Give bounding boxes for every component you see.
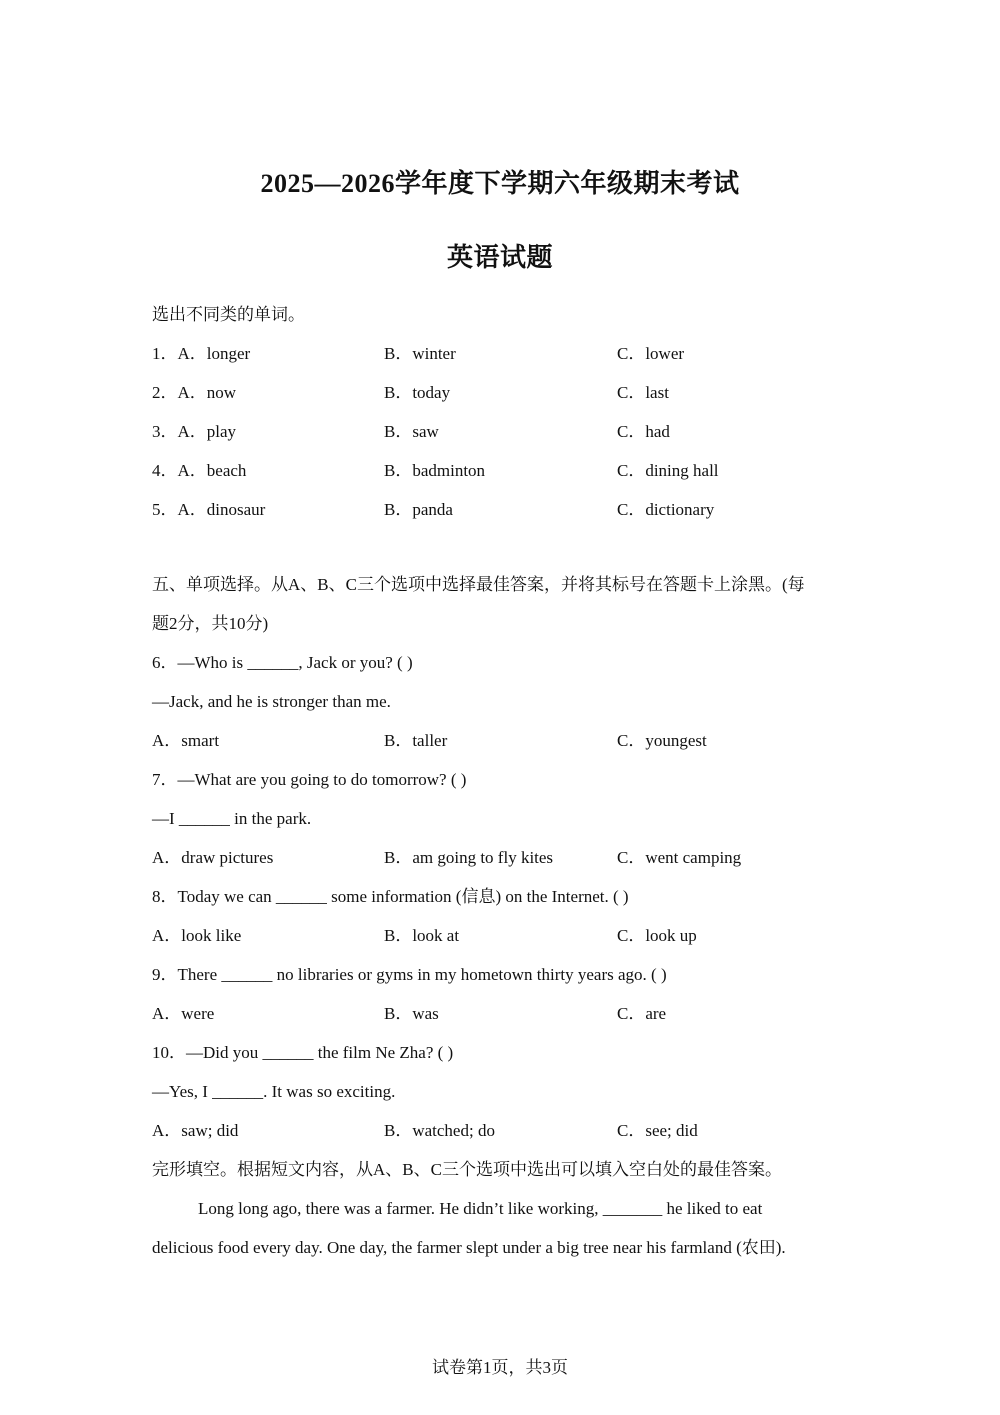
option-c: C．had	[617, 422, 670, 441]
question-6-dialog: —Jack, and he is stronger than me.	[152, 692, 391, 711]
option-c: C．are	[617, 1004, 667, 1023]
option-a: 2．A．now	[152, 383, 237, 402]
option-b: B．saw	[384, 422, 439, 441]
option-b: B．panda	[384, 500, 453, 519]
option-a: 3．A．play	[152, 422, 237, 441]
option-c: C．lower	[617, 344, 685, 363]
option-b: B．taller	[384, 731, 448, 750]
question-6-stem: 6．—Who is ______, Jack or you? ( )	[152, 653, 413, 672]
option-a: 5．A．dinosaur	[152, 500, 266, 519]
question-10-dialog: —Yes, I ______. It was so exciting.	[152, 1082, 396, 1101]
option-a: A．look like	[152, 926, 242, 945]
exam-subtitle: 英语试题	[446, 243, 553, 272]
question-10-stem: 10．—Did you ______ the film Ne Zha? ( )	[152, 1043, 454, 1062]
option-a: A．smart	[152, 731, 220, 750]
option-a: A．were	[152, 1004, 215, 1023]
option-c: C．look up	[617, 926, 697, 945]
passage-line-1: Long long ago, there was a farmer. He didn’t like working, _______ he liked to eat	[198, 1199, 763, 1218]
section1-heading: 选出不同类的单词。	[152, 305, 305, 324]
option-c: C．dining hall	[617, 461, 719, 480]
option-c: C．see; did	[617, 1121, 698, 1140]
option-c: C．last	[617, 383, 669, 402]
option-b: B．watched; do	[384, 1121, 495, 1140]
question-9-stem: 9．There ______ no libraries or gyms in my hometown thirty years ago. ( )	[152, 965, 667, 984]
option-c: C．went camping	[617, 848, 742, 867]
section2-heading: 五、单项选择。从A、B、C三个选项中选择最佳答案，并将其标号在答题卡上涂黑。(每	[152, 575, 805, 594]
option-c: C．youngest	[617, 731, 707, 750]
option-a: A．saw; did	[152, 1121, 239, 1140]
option-a: A．draw pictures	[152, 848, 274, 867]
section3-heading: 完形填空。根据短文内容，从A、B、C三个选项中选出可以填入空白处的最佳答案。	[152, 1160, 782, 1179]
option-b: B．winter	[384, 344, 456, 363]
question-7-dialog: —I ______ in the park.	[152, 809, 312, 828]
option-c: C．dictionary	[617, 500, 715, 519]
option-a: 4．A．beach	[152, 461, 247, 480]
option-b: B．am going to fly kites	[384, 848, 554, 867]
page-footer: 试卷第1页，共3页	[432, 1358, 568, 1377]
option-a: 1．A．longer	[152, 344, 251, 363]
option-b: B．badminton	[384, 461, 486, 480]
passage-line-2: delicious food every day. One day, the farmer slept under a big tree near his farmland (农田).	[152, 1238, 786, 1257]
option-b: B．today	[384, 383, 451, 402]
question-8-stem: 8．Today we can ______ some information (信息) on the Internet. ( )	[152, 887, 629, 906]
option-b: B．look at	[384, 926, 460, 945]
exam-title: 2025—2026学年度下学期六年级期末考试	[260, 169, 740, 198]
option-b: B．was	[384, 1004, 439, 1023]
section2-heading-cont: 题2分，共10分)	[152, 614, 269, 633]
question-7-stem: 7．—What are you going to do tomorrow? ( )	[152, 770, 467, 789]
